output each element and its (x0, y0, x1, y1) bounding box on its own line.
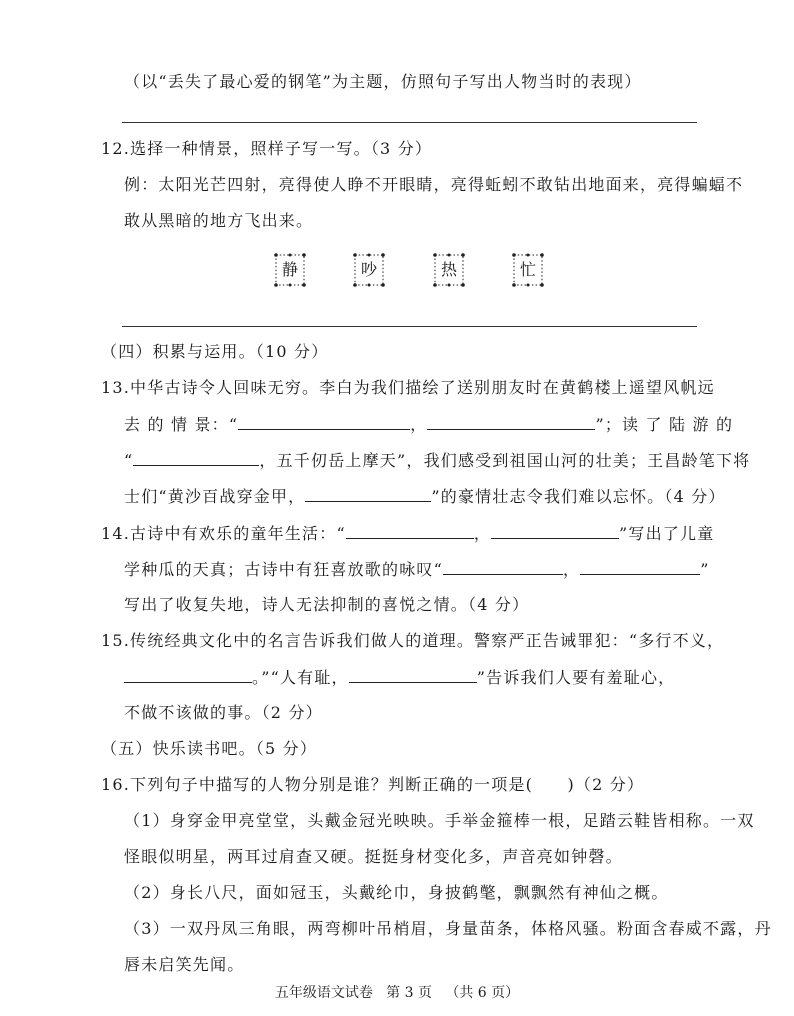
section-4-title: （四）积累与运用。（10 分） (101, 342, 329, 361)
q12-answer-line[interactable] (122, 326, 697, 327)
q12-choice-box-1[interactable] (273, 252, 307, 288)
q15-blank-2[interactable] (349, 667, 477, 683)
q14-blank-3[interactable] (443, 559, 563, 575)
q15-line-3: 不做不该做的事。（2 分） (124, 703, 323, 722)
q12-choice-char: 热 (440, 260, 457, 279)
page-footer: 五年级语文试卷 第 3 页 （共 6 页） (274, 985, 520, 1001)
q15-line-2 (124, 667, 675, 688)
q14-line-2 (124, 559, 710, 580)
q12-choice-char: 静 (281, 260, 298, 279)
q14-text: 学种瓜的天真；古诗中有狂喜放歌的咏叹“ (124, 560, 443, 579)
q13-blank-1[interactable] (238, 414, 410, 430)
q13-text: 去 的 情 景：“ (124, 415, 239, 434)
q12-choice-box-4[interactable] (511, 252, 545, 288)
q12-example-line-1: 例：太阳光芒四射，亮得使人睁不开眼睛，亮得蚯蚓不敢钻出地面来，亮得蝙蝠不 (124, 175, 744, 194)
q16-sentence-2: （2）身长八尺，面如冠玉，头戴纶巾，身披鹤氅，飘飘然有神仙之概。 (124, 883, 669, 902)
q12-example-line-2: 敢从黑暗的地方飞出来。 (124, 211, 314, 230)
q15-text: 。”“人有耻， (252, 668, 349, 687)
q12-choice-char: 忙 (519, 260, 536, 279)
q16-sentence-1-line-2: 怪眼似明星，两耳过肩查又硬。挺挺身材变化多，声音亮如钟磬。 (124, 847, 623, 866)
q13-blank-2[interactable] (427, 414, 595, 430)
q14-text: 14.古诗中有欢乐的童年生活：“ (101, 524, 346, 543)
q14-line-3: 写出了收复失地，诗人无法抑制的喜悦之情。（4 分） (124, 595, 530, 614)
q13-blank-4[interactable] (305, 486, 431, 502)
q12-choice-box-2[interactable] (352, 252, 386, 288)
q13-line-4 (124, 486, 726, 507)
q11-instruction: （以“丢失了最心爱的钢笔”为主题，仿照句子写出人物当时的表现） (124, 72, 642, 91)
q11-answer-line[interactable] (122, 122, 697, 123)
q13-text: ， (410, 415, 428, 434)
q13-line-1: 13.中华古诗令人回味无穷。李白为我们描绘了送别朋友时在黄鹤楼上遥望风帆远 (101, 378, 715, 397)
q16-sentence-1-line-1: （1）身穿金甲亮堂堂，头戴金冠光映映。手举金箍棒一根，足踏云鞋皆相称。一双 (124, 811, 755, 830)
q14-text: ”写出了儿童 (619, 524, 715, 543)
q13-text: ”的豪情壮志令我们难以忘怀。（4 分） (431, 487, 726, 506)
q13-text: ，五千仞岳上摩天”，我们感受到祖国山河的壮美；王昌龄笔下将 (259, 451, 751, 470)
section-5-title: （五）快乐读书吧。（5 分） (101, 739, 318, 758)
q12-choice-char: 吵 (360, 260, 377, 279)
q13-text: ”；读 了 陆 游 的 (595, 415, 734, 434)
q14-blank-2[interactable] (491, 523, 619, 539)
q13-line-2 (124, 414, 733, 435)
q16-sentence-3-line-2: 唇未启笑先闻。 (124, 955, 245, 974)
q15-text: ”告诉我们人要有羞耻心， (476, 668, 676, 687)
q14-blank-4[interactable] (580, 559, 700, 575)
q12-choice-box-3[interactable] (432, 252, 466, 288)
q12-title: 12.选择一种情景，照样子写一写。（3 分） (101, 139, 433, 158)
q15-blank-1[interactable] (124, 667, 252, 683)
q14-text: ， (562, 560, 581, 579)
q16-sentence-3-line-1: （3）一双丹凤三角眼，两弯柳叶吊梢眉，身量苗条，体格风骚。粉面含春威不露，丹 (124, 919, 772, 938)
q14-text: ， (473, 524, 492, 543)
q15-line-1: 15.传统经典文化中的名言告诉我们做人的道理。警察严正告诫罪犯：“多行不义， (101, 631, 725, 650)
q13-line-3 (124, 450, 750, 471)
q13-text: “ (124, 451, 134, 470)
q14-line-1 (101, 523, 714, 544)
q16-title: 16.下列句子中描写的人物分别是谁？判断正确的一项是( )（2 分） (101, 775, 645, 794)
q14-text: ” (700, 560, 710, 579)
q13-text: 士们“黄沙百战穿金甲， (124, 487, 306, 506)
q14-blank-1[interactable] (346, 523, 474, 539)
q13-blank-3[interactable] (133, 450, 259, 466)
